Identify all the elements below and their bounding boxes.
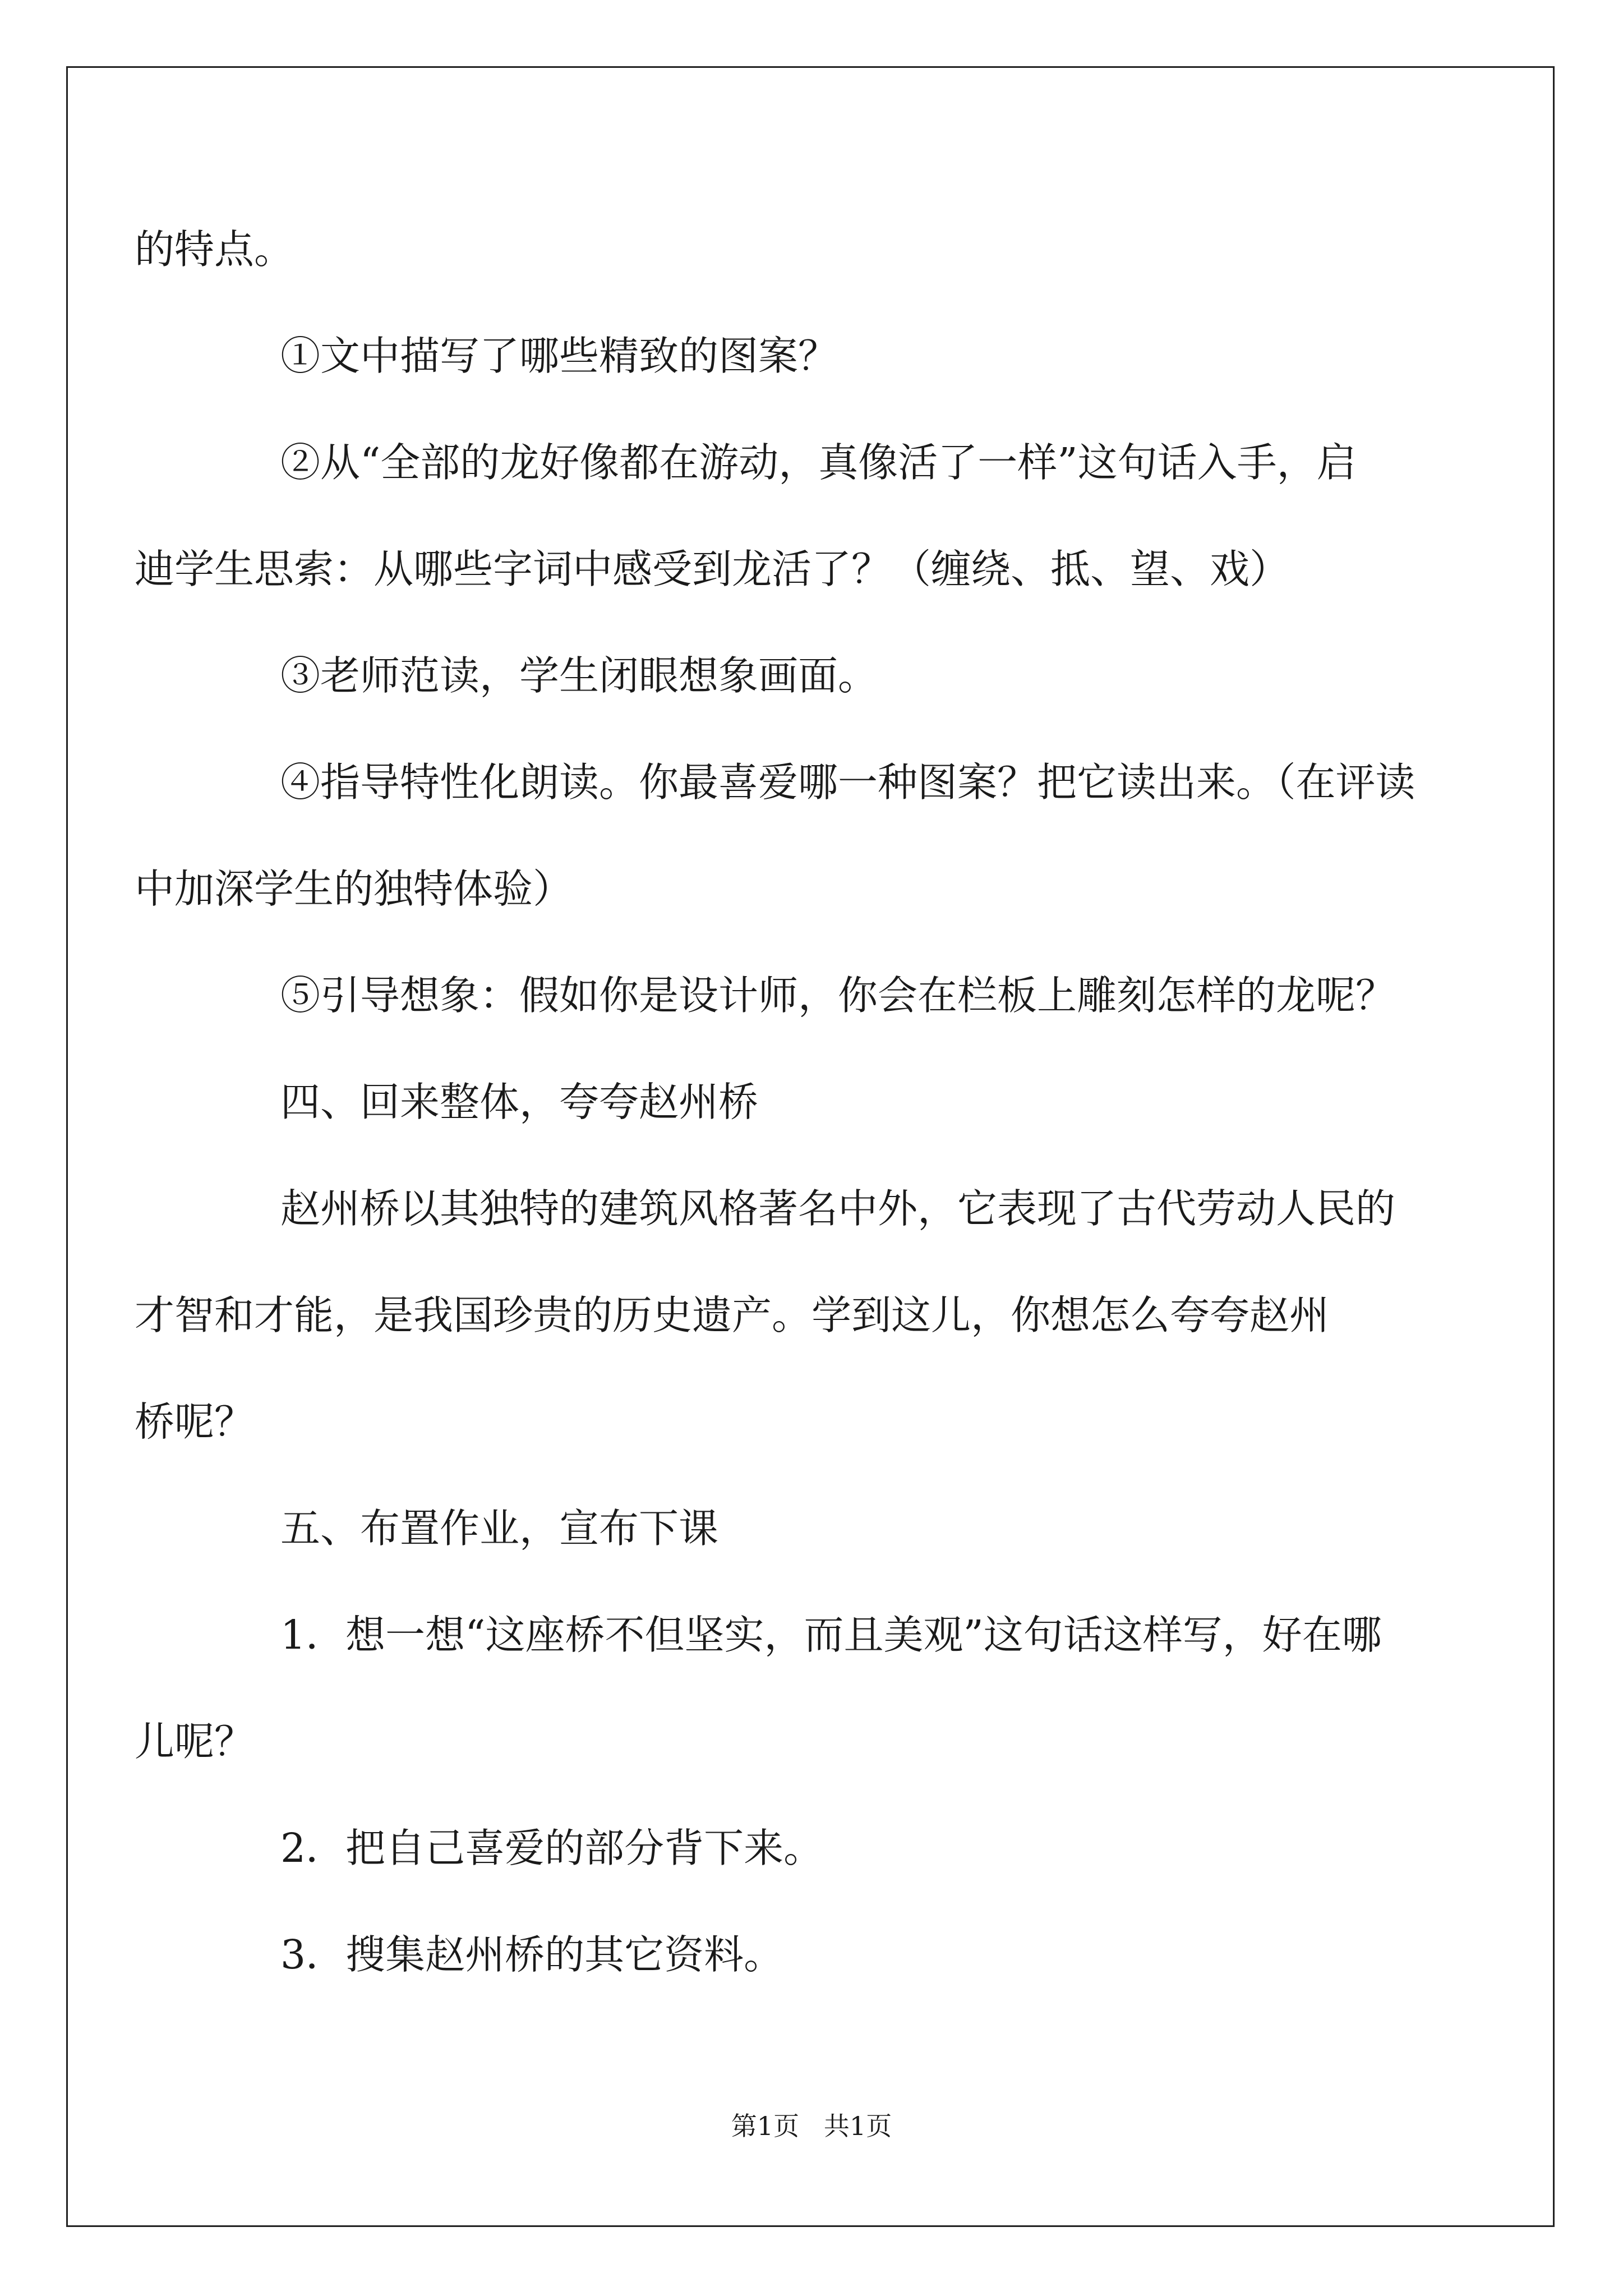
text-line: 赵州桥以其独特的建筑风格著名中外，它表现了古代劳动人民的	[280, 1185, 1396, 1232]
text-line: ⑤引导想象：假如你是设计师，你会在栏板上雕刻怎样的龙呢？	[280, 972, 1396, 1019]
text-line: 3．搜集赵州桥的其它资料。	[280, 1931, 784, 1978]
text-line: 才智和才能，是我国珍贵的历史遗产。学到这儿，你想怎么夸夸赵州	[135, 1292, 1330, 1338]
text-line: 1．想一想“这座桥不但坚实，而且美观”这句话这样写，好在哪	[280, 1612, 1382, 1658]
text-line: ②从“全部的龙好像都在游动，真像活了一样”这句话入手，启	[280, 439, 1357, 486]
text-line: 迪学生思索：从哪些字词中感受到龙活了？（缠绕、抵、望、戏）	[135, 546, 1290, 592]
page-footer: 第1页 共1页	[731, 2111, 892, 2141]
text-line: ③老师范读，学生闭眼想象画面。	[280, 652, 878, 699]
text-line: 中加深学生的独特体验）	[135, 866, 573, 912]
text-line: ①文中描写了哪些精致的图案？	[280, 333, 838, 379]
text-line: ④指导特性化朗读。你最喜爱哪一种图案？把它读出来。（在评读	[280, 759, 1415, 806]
text-line: 2．把自己喜爱的部分背下来。	[280, 1825, 824, 1871]
section-heading: 五、布置作业，宣布下课	[280, 1505, 719, 1552]
section-heading: 四、回来整体，夸夸赵州桥	[280, 1079, 759, 1125]
text-line: 桥呢？	[135, 1398, 255, 1445]
page-border	[66, 66, 1555, 2227]
text-line: 的特点。	[135, 226, 294, 273]
text-line: 儿呢？	[135, 1718, 255, 1765]
